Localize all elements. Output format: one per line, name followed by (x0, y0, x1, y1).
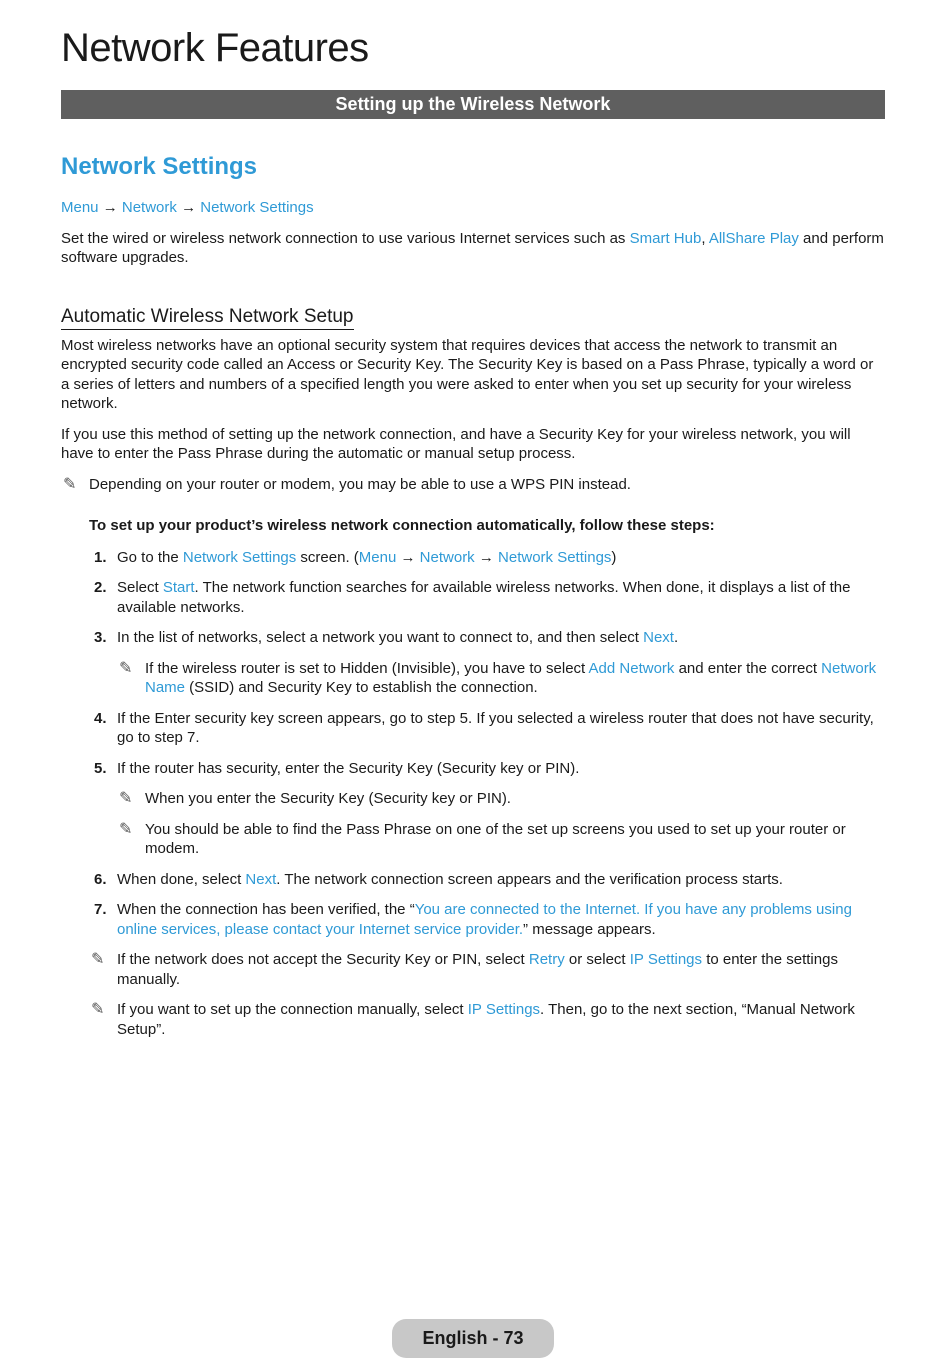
breadcrumb-network-settings: Network Settings (200, 199, 314, 216)
network-settings-link: Network Settings (182, 548, 297, 566)
step-text: screen. ( (296, 548, 359, 566)
ip-settings-link: IP Settings (629, 951, 703, 968)
step-number: 2. (94, 579, 107, 596)
step-text: ” message appears. (523, 920, 656, 938)
note-text: or select (564, 951, 630, 968)
step-4 (61, 709, 885, 748)
subsection-title: Automatic Wireless Network Setup (61, 305, 354, 330)
note-text: Depending on your router or modem, you may be able to use a WPS PIN instead. (89, 475, 631, 493)
note-wps (61, 475, 885, 495)
step-number: 6. (94, 870, 107, 888)
network-settings-link: Network Settings (498, 548, 612, 566)
network-link: Network (419, 548, 475, 566)
note-text: If you want to set up the connection manually, select (117, 1001, 468, 1018)
note-retry (61, 950, 885, 989)
note-text: . Then, go to the next section, “Manual Network Setup”. (117, 1001, 855, 1038)
step-3 (61, 628, 885, 648)
step-1 (61, 548, 885, 568)
step-text: In the list of networks, select a network you want to connect to, and then select (117, 629, 644, 646)
ip-settings-link: IP Settings (467, 1001, 541, 1018)
start-link: Start (162, 579, 195, 596)
breadcrumb-menu: Menu (61, 199, 99, 216)
pencil-icon: ✎ (119, 659, 133, 677)
page-title: Network Features (61, 26, 369, 70)
step-text: When the connection has been verified, the “ (117, 901, 415, 918)
pencil-icon: ✎ (91, 951, 105, 968)
next-link: Next (643, 629, 674, 646)
step-text: Select (117, 579, 163, 596)
note-text: and enter the correct (674, 659, 822, 677)
intro-paragraph (61, 229, 885, 268)
step-2 (61, 578, 885, 617)
step-text: When done, select (117, 870, 246, 888)
step-number: 1. (94, 548, 107, 566)
steps-heading: To set up your product’s wireless network connection automatically, follow these steps: (89, 517, 715, 534)
section-title: Network Settings (61, 153, 258, 180)
breadcrumb-arrow: → (181, 199, 197, 216)
step-text: If the Enter security key screen appears, go to step 5. If you selected a wireless router that does not have security, go to step 7. (117, 709, 874, 746)
intro-text: Set the wired or wireless network connection to use various Internet services such as (61, 229, 630, 247)
step-text: ) (611, 548, 617, 566)
smart-hub-link: Smart Hub (629, 229, 702, 247)
step-text: . The network connection screen appears and the verification process starts. (276, 870, 783, 888)
note-text: When you enter the Security Key (Security key or PIN). (145, 790, 511, 807)
step-number: 5. (94, 759, 107, 777)
step-text: . (673, 629, 679, 646)
breadcrumb-network: Network (121, 199, 177, 216)
pencil-icon: ✎ (63, 475, 77, 493)
step-text: . The network function searches for available wireless networks. When done, it displays a list of the available networks. (117, 579, 851, 616)
step-7 (61, 900, 885, 939)
step-3-note (61, 659, 885, 698)
step-number: 4. (94, 709, 107, 727)
pencil-icon: ✎ (119, 820, 133, 838)
note-manual (61, 1000, 885, 1039)
step-5-note-2 (61, 820, 885, 859)
pencil-icon: ✎ (91, 1001, 105, 1018)
note-text: to enter the settings manually. (117, 951, 838, 988)
section-banner: Setting up the Wireless Network (61, 90, 885, 119)
add-network-link: Add Network (588, 659, 675, 677)
paragraph-method: If you use this method of setting up the network connection, and have a Security Key for your wireless network, you will have to enter the Pass Phrase during the automatic or manual setup process. (61, 425, 851, 462)
step-number: 7. (94, 901, 107, 918)
step-5-note-1 (61, 789, 885, 809)
breadcrumb-arrow: → (102, 199, 118, 216)
allshare-play-link: AllShare Play (708, 229, 799, 247)
note-text: If the network does not accept the Security Key or PIN, select (117, 951, 529, 968)
note-text: (SSID) and Security Key to establish the connection. (185, 679, 538, 696)
step-6 (61, 870, 885, 890)
step-text: → (474, 548, 499, 566)
menu-link: Menu (358, 548, 397, 566)
note-text: You should be able to find the Pass Phrase on one of the set up screens you used to set up your router or modem. (145, 820, 846, 857)
breadcrumb (61, 198, 885, 218)
intro-text: and perform software upgrades. (61, 229, 884, 266)
retry-link: Retry (528, 951, 565, 968)
step-5 (61, 759, 885, 779)
step-text: → (396, 548, 420, 566)
steps-list (61, 548, 885, 940)
intro-text: , (701, 229, 709, 247)
connected-message: You are connected to the Internet. If you have any problems using online services, please contact your Internet service provider. (117, 901, 852, 938)
step-text: Go to the (117, 548, 183, 566)
paragraph-security: Most wireless networks have an optional security system that requires devices that access the network to transmit an encrypted security code called an Access or Security Key. The Security Key is based on a Pass Phrase, typically a word or a series of letters and numbers of a specified length you were asked to enter when you set up security for your wireless network. (61, 336, 874, 412)
next-link: Next (245, 870, 277, 888)
step-text: If the router has security, enter the Security Key (Security key or PIN). (117, 759, 580, 777)
page-content (61, 150, 885, 1050)
pencil-icon: ✎ (119, 790, 133, 807)
network-name-link: Network Name (145, 659, 877, 696)
page-number-badge: English - 73 (392, 1319, 554, 1358)
step-number: 3. (94, 629, 107, 646)
note-text: If the wireless router is set to Hidden (Invisible), you have to select (145, 659, 589, 677)
